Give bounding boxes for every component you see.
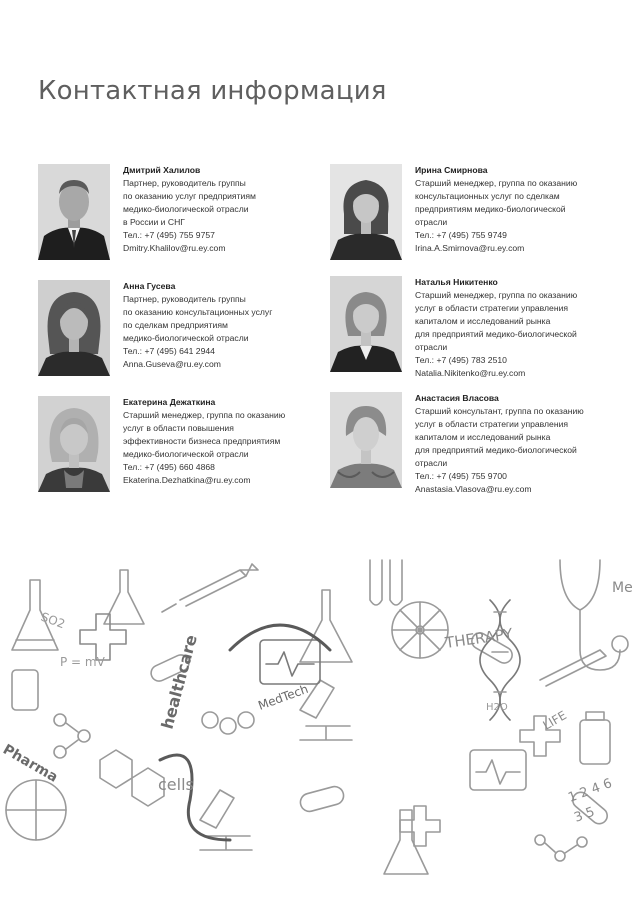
contact-title: услуг в области стратегии управления <box>415 303 569 313</box>
doodle-word: Me <box>612 580 633 596</box>
contact-info <box>415 392 620 496</box>
contact-title: услуг в области повышения <box>123 423 234 433</box>
contact-title: медико-биологической отрасли <box>123 333 249 343</box>
contact-title: по сделкам предприятиям <box>123 320 228 330</box>
syringe-icon <box>162 564 258 612</box>
contact-title: в России и СНГ <box>123 217 185 227</box>
contact-title: медико-биологической отрасли <box>123 449 249 459</box>
doodle-word: 1 2 4 6 <box>566 776 615 806</box>
contact-name: Наталья Никитенко <box>415 277 498 287</box>
contact-card <box>330 392 620 502</box>
contact-name: Ирина Смирнова <box>415 165 488 175</box>
contact-card <box>330 276 620 386</box>
doodle-word: 3 5 <box>572 804 597 826</box>
contact-title: Старший менеджер, группа по оказанию <box>415 178 578 188</box>
syringe-icon <box>540 650 606 686</box>
contact-title: отрасли <box>415 342 448 352</box>
contact-title: медико-биологической отрасли <box>123 204 249 214</box>
test-tube-icon <box>390 560 402 605</box>
contact-card <box>330 164 620 274</box>
doodle-word: SO2 <box>38 609 67 632</box>
contact-title: по оказанию консультационных услуг <box>123 307 273 317</box>
contact-title: капиталом и исследований рынка <box>415 316 551 326</box>
portrait-photo <box>330 392 402 488</box>
contact-email[interactable]: Anastasia.Vlasova@ru.ey.com <box>415 484 532 494</box>
doodle-word: healthcare <box>157 632 201 732</box>
doodle-word: THERAPY <box>444 624 514 652</box>
contact-phone: Тел.: +7 (495) 783 2510 <box>415 355 507 365</box>
contact-title: услуг в области стратегии управления <box>415 419 569 429</box>
contact-phone: Тел.: +7 (495) 755 9700 <box>415 471 507 481</box>
contact-info <box>415 164 620 255</box>
contact-name: Анна Гусева <box>123 281 176 291</box>
contact-email[interactable]: Ekaterina.Dezhatkina@ru.ey.com <box>123 475 251 485</box>
contact-email[interactable]: Dmitry.Khalilov@ru.ey.com <box>123 243 226 253</box>
contact-phone: Тел.: +7 (495) 755 9749 <box>415 230 507 240</box>
doodle-word: cells <box>158 775 194 794</box>
contact-email[interactable]: Irina.A.Smirnova@ru.ey.com <box>415 243 525 253</box>
contact-name: Дмитрий Халилов <box>123 165 201 175</box>
test-tube-icon <box>370 560 382 605</box>
portrait-photo <box>38 280 110 376</box>
contact-title: Старший менеджер, группа по оказанию <box>123 410 286 420</box>
doodle-word: H2O <box>486 702 508 713</box>
portrait-photo <box>330 276 402 372</box>
bottle-icon <box>12 670 38 710</box>
contact-email[interactable]: Anna.Guseva@ru.ey.com <box>123 359 221 369</box>
contact-title: капиталом и исследований рынка <box>415 432 551 442</box>
contact-info <box>123 280 328 371</box>
heart-monitor-icon <box>470 750 526 790</box>
contact-info <box>415 276 620 380</box>
contact-title: для предприятий медико-биологической <box>415 329 577 339</box>
contact-card <box>38 164 328 274</box>
doodle-word: Pharma <box>0 741 61 786</box>
bottle-icon <box>580 720 610 764</box>
pill-icon <box>298 785 345 814</box>
contact-title: Партнер, руководитель группы <box>123 178 246 188</box>
contact-title: консультационных услуг по сделкам <box>415 191 560 201</box>
contact-info <box>123 164 328 255</box>
contact-title: Старший менеджер, группа по оказанию <box>415 290 578 300</box>
contact-name: Анастасия Власова <box>415 393 499 403</box>
doodle-word: MedTech <box>256 681 311 713</box>
doodle-word: LIFE <box>540 708 569 733</box>
benzene-ring-icon <box>100 750 132 788</box>
contact-title: отрасли <box>415 458 448 468</box>
contact-title: по оказанию услуг предприятиям <box>123 191 256 201</box>
medical-doodle-illustration <box>0 540 638 903</box>
stethoscope-icon <box>560 560 620 670</box>
contact-title: предприятиям медико-биологической <box>415 204 566 214</box>
doodle-word: P = mV <box>60 655 105 669</box>
contact-phone: Тел.: +7 (495) 660 4868 <box>123 462 215 472</box>
medical-cross-icon <box>80 614 126 660</box>
contact-phone: Тел.: +7 (495) 641 2944 <box>123 346 215 356</box>
contact-title: для предприятий медико-биологической <box>415 445 577 455</box>
medical-cross-icon <box>400 806 440 846</box>
contact-phone: Тел.: +7 (495) 755 9757 <box>123 230 215 240</box>
contact-title: отрасли <box>415 217 448 227</box>
contact-title: эффективности бизнеса предприятиям <box>123 436 281 446</box>
portrait-photo <box>330 164 402 260</box>
contact-info <box>123 396 328 487</box>
contact-title: Партнер, руководитель группы <box>123 294 246 304</box>
portrait-photo <box>38 164 110 260</box>
portrait-photo <box>38 396 110 492</box>
contact-card <box>38 280 328 390</box>
contact-email[interactable]: Natalia.Nikitenko@ru.ey.com <box>415 368 526 378</box>
page-title: Контактная информация <box>38 76 387 106</box>
contact-card <box>38 396 328 506</box>
contact-name: Екатерина Дежаткина <box>123 397 216 407</box>
flask-icon <box>300 590 352 662</box>
contact-title: Старший консультант, группа по оказанию <box>415 406 584 416</box>
